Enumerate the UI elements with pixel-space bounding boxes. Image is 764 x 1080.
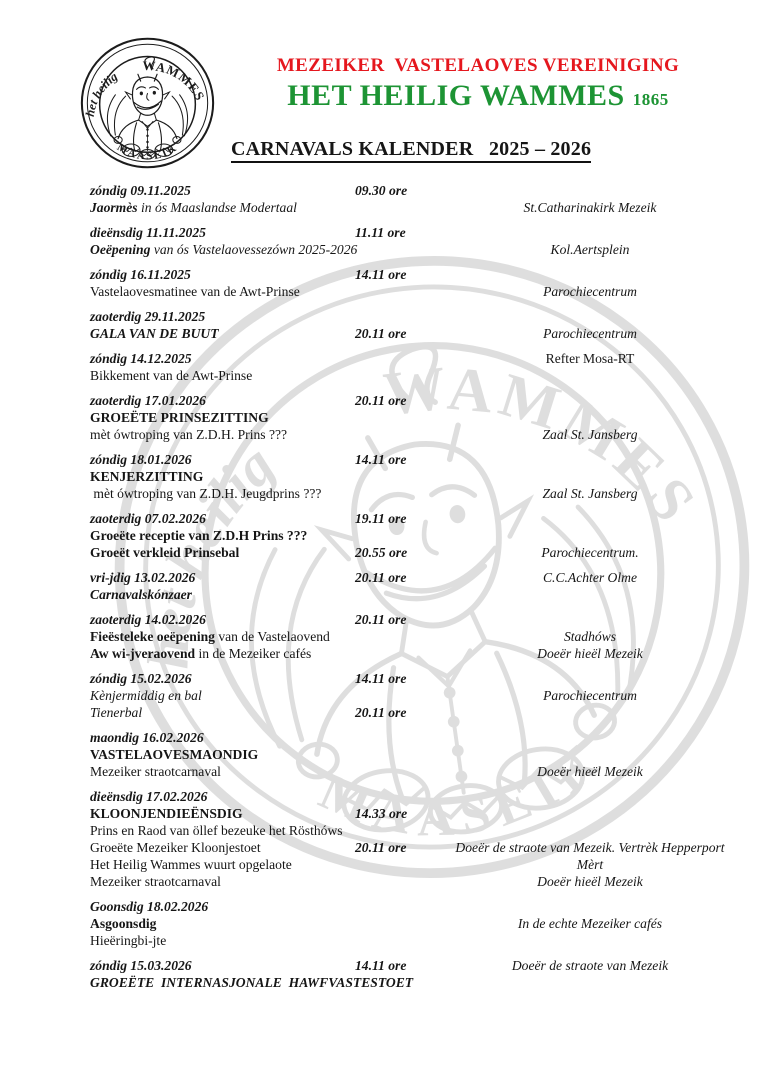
event-row <box>90 241 750 258</box>
event-row <box>90 586 750 603</box>
event-text <box>90 670 355 687</box>
event-time <box>355 687 440 704</box>
event-text <box>90 367 355 384</box>
event-text-segment: GALA VAN DE BUUT <box>90 326 219 341</box>
event-row <box>90 468 750 485</box>
event-text <box>90 224 355 241</box>
event-text <box>90 645 355 662</box>
event-location <box>440 527 740 544</box>
event-text <box>90 729 355 746</box>
event-row <box>90 426 750 443</box>
event-time <box>355 426 440 443</box>
event-text-segment: GROEËTE INTERNASJONALE HAWFVASTESTOET <box>90 975 414 990</box>
event-text <box>90 468 355 485</box>
event-text-segment: zaoterdig 29.11.2025 <box>90 309 206 324</box>
event-text <box>90 898 355 915</box>
event-row <box>90 839 750 856</box>
event-time <box>355 350 440 367</box>
event-block <box>90 788 750 890</box>
event-location-segment: Parochiecentrum <box>543 688 637 703</box>
event-time <box>355 308 440 325</box>
event-text <box>90 788 355 805</box>
event-location-segment: Zaal St. Jansberg <box>542 427 638 442</box>
event-text-segment: vri-jdig 13.02.2026 <box>90 570 196 585</box>
event-location <box>440 392 740 409</box>
event-row <box>90 392 750 409</box>
event-location <box>440 704 740 721</box>
event-row <box>90 510 750 527</box>
event-location <box>440 957 740 974</box>
event-text-segment: Goonsdig 18.02.2026 <box>90 899 209 914</box>
event-location-segment: St.Catharinakirk Mezeik <box>523 200 657 215</box>
event-time: 20.11 ore <box>355 393 407 408</box>
event-text <box>90 266 355 283</box>
event-text-segment: Prins en Raod van öllef bezeuke het Rösthóws <box>90 823 343 838</box>
event-row <box>90 915 750 932</box>
event-row <box>90 704 750 721</box>
event-text-segment: Het Heilig Wammes wuurt opgelaote <box>90 857 292 872</box>
event-text-segment: zóndig 15.02.2026 <box>90 671 192 686</box>
event-row <box>90 932 750 949</box>
event-location <box>440 645 740 662</box>
event-text <box>90 586 355 603</box>
event-text <box>90 569 355 586</box>
event-text <box>90 350 355 367</box>
event-text <box>90 957 355 974</box>
event-time: 14.11 ore <box>355 671 407 686</box>
event-time <box>355 367 440 384</box>
event-location-segment: Kol.Aertsplein <box>550 242 630 257</box>
event-location <box>440 182 740 199</box>
event-location <box>440 485 740 502</box>
event-text-segment: Asgoonsdig <box>90 916 157 931</box>
event-text-segment: Jaormès <box>90 200 138 215</box>
event-row <box>90 822 750 839</box>
event-location <box>440 839 740 856</box>
event-row <box>90 266 750 283</box>
event-text-segment: zaoterdig 14.02.2026 <box>90 612 206 627</box>
event-row <box>90 325 750 342</box>
event-text <box>90 839 355 856</box>
event-location <box>440 805 740 822</box>
event-text <box>90 199 355 216</box>
event-location <box>440 788 740 805</box>
event-row <box>90 527 750 544</box>
event-block <box>90 611 750 662</box>
event-list <box>90 182 750 999</box>
event-text-segment: KENJERZITTING <box>90 469 204 484</box>
event-text <box>90 873 355 890</box>
event-location-segment: In de echte Mezeiker cafés <box>517 916 663 931</box>
event-text-segment: Tienerbal <box>90 705 143 720</box>
event-text <box>90 856 355 873</box>
event-row <box>90 224 750 241</box>
event-time <box>355 283 440 300</box>
event-block <box>90 569 750 603</box>
event-location <box>440 898 740 915</box>
association-logo <box>79 36 216 170</box>
event-text-segment: Groeëte Mezeiker Kloonjestoet <box>90 840 261 855</box>
event-text-segment: Groeëte receptie van Z.D.H Prins ??? <box>90 528 308 543</box>
event-location-segment: Stadhóws <box>563 629 617 644</box>
event-text <box>90 308 355 325</box>
event-location <box>440 199 740 216</box>
event-text <box>90 283 355 300</box>
event-text-segment: dieënsdig 11.11.2025 <box>90 225 206 240</box>
event-time <box>355 645 440 662</box>
event-block <box>90 451 750 502</box>
event-block <box>90 224 750 258</box>
event-time <box>355 241 440 258</box>
event-row <box>90 687 750 704</box>
event-text <box>90 241 358 258</box>
event-row <box>90 957 750 974</box>
event-location <box>440 266 740 283</box>
event-location-segment: Mèrt <box>576 857 604 872</box>
event-row <box>90 409 750 426</box>
event-location-segment: Parochiecentrum. <box>541 545 639 560</box>
event-row <box>90 628 750 645</box>
event-text <box>90 426 355 443</box>
event-time <box>355 485 440 502</box>
event-time <box>355 763 440 780</box>
event-text-segment: Vastelaovesmatinee van de Awt-Prinse <box>90 284 300 299</box>
event-text-segment: Bikkement van de Awt-Prinse <box>90 368 253 383</box>
event-text <box>90 915 355 932</box>
event-row <box>90 544 750 561</box>
event-row <box>90 485 750 502</box>
event-location <box>440 468 740 485</box>
event-location <box>440 586 740 603</box>
event-text <box>90 325 355 342</box>
event-row <box>90 569 750 586</box>
event-location <box>440 283 740 300</box>
event-row <box>90 729 750 746</box>
event-time: 14.11 ore <box>355 267 407 282</box>
event-time <box>355 628 440 645</box>
event-text-segment: zaoterdig 07.02.2026 <box>90 511 206 526</box>
event-location <box>440 670 740 687</box>
event-time <box>355 932 440 949</box>
event-location-segment: Parochiecentrum <box>543 326 637 341</box>
event-location <box>440 763 740 780</box>
event-text-segment: van ós Vastelaovessezówn 2025-2026 <box>150 242 358 257</box>
event-time <box>355 729 440 746</box>
event-text <box>90 451 355 468</box>
event-row <box>90 182 750 199</box>
event-text-segment: in de Mezeiker cafés <box>195 646 312 661</box>
event-location-segment: Refter Mosa-RT <box>545 351 635 366</box>
event-text <box>90 628 355 645</box>
event-block <box>90 898 750 949</box>
event-location <box>440 915 740 932</box>
event-text-segment: zaoterdig 17.01.2026 <box>90 393 206 408</box>
event-text <box>90 611 355 628</box>
event-text <box>90 510 355 527</box>
event-text-segment: maondig 16.02.2026 <box>90 730 204 745</box>
event-text <box>90 544 355 561</box>
event-row <box>90 670 750 687</box>
event-text-segment: dieënsdig 17.02.2026 <box>90 789 208 804</box>
event-text-segment: van de Vastelaovend <box>214 629 330 644</box>
event-text-segment: Aw wi-jveraovend <box>90 646 196 661</box>
event-row <box>90 805 750 822</box>
event-row <box>90 611 750 628</box>
event-text-segment: in ós Maaslandse Modertaal <box>137 200 297 215</box>
event-location <box>440 409 740 426</box>
event-time <box>355 527 440 544</box>
event-text-segment: zóndig 15.03.2026 <box>90 958 192 973</box>
event-text <box>90 805 355 822</box>
event-location <box>440 350 740 367</box>
event-row <box>90 350 750 367</box>
event-text-segment: mèt ówtroping van Z.D.H. Jeugdprins ??? <box>90 486 322 501</box>
event-time <box>355 586 440 603</box>
event-location-segment: Doeër hieël Mezeik <box>537 764 643 779</box>
org-founding-year: 1865 <box>632 90 669 109</box>
event-row <box>90 199 750 216</box>
event-text <box>90 974 414 991</box>
event-time <box>355 409 440 426</box>
event-text <box>90 932 355 949</box>
event-time: 20.55 ore <box>355 545 408 560</box>
event-location <box>440 367 740 384</box>
event-time: 11.11 ore <box>355 225 406 240</box>
event-text <box>90 485 355 502</box>
event-text <box>90 182 355 199</box>
page-title: CARNAVALS KALENDER 2025 – 2026 <box>231 138 591 163</box>
event-time <box>355 746 440 763</box>
event-block <box>90 729 750 780</box>
event-location <box>440 241 740 258</box>
event-block <box>90 266 750 300</box>
event-row <box>90 367 750 384</box>
event-time <box>355 468 440 485</box>
event-text-segment: zóndig 16.11.2025 <box>90 267 191 282</box>
event-text-segment: zóndig 14.12.2025 <box>90 351 192 366</box>
event-text-segment: VASTELAOVESMAONDIG <box>90 747 259 762</box>
event-block <box>90 392 750 443</box>
event-row <box>90 974 750 991</box>
event-text-segment: mèt ówtroping van Z.D.H. Prins ??? <box>90 427 288 442</box>
event-location-segment: Doeër de straote van Mezeik <box>511 958 669 973</box>
org-name-text: HET HEILIG WAMMES <box>287 79 625 112</box>
event-time: 20.11 ore <box>355 705 407 720</box>
event-location <box>440 932 740 949</box>
event-text-segment: Carnavalskónzaer <box>90 587 192 602</box>
event-location-segment: Zaal St. Jansberg <box>542 486 638 501</box>
event-text-segment: Groeët verkleid Prinsebal <box>90 545 240 560</box>
event-row <box>90 763 750 780</box>
event-location <box>440 544 740 561</box>
event-time <box>355 856 440 873</box>
event-location <box>440 687 740 704</box>
org-name-line1: MEZEIKER VASTELAOVES VEREINIGING <box>276 55 680 76</box>
event-block <box>90 308 750 342</box>
event-block <box>90 182 750 216</box>
event-time: 20.11 ore <box>355 570 407 585</box>
event-text <box>90 687 355 704</box>
event-block <box>90 957 750 991</box>
event-text <box>90 392 355 409</box>
event-location-segment: Doeër de straote van Mezeik. Vertrèk Hepperport <box>455 840 725 855</box>
event-location <box>440 729 740 746</box>
event-row <box>90 645 750 662</box>
event-text-segment: zóndig 09.11.2025 <box>90 183 191 198</box>
event-text <box>90 746 355 763</box>
event-time: 14.11 ore <box>355 452 407 467</box>
event-row <box>90 283 750 300</box>
event-time <box>355 915 440 932</box>
event-location <box>440 308 740 325</box>
title-row <box>231 137 591 161</box>
event-location <box>440 451 740 468</box>
event-location <box>440 569 740 586</box>
event-time: 20.11 ore <box>355 612 407 627</box>
event-location <box>440 628 740 645</box>
header <box>222 54 734 117</box>
event-location <box>440 974 740 991</box>
event-location <box>440 426 740 443</box>
event-row <box>90 873 750 890</box>
event-time: 20.11 ore <box>355 326 407 341</box>
event-text-segment: Mezeiker straotcarnaval <box>90 874 221 889</box>
event-text-segment: zóndig 18.01.2026 <box>90 452 192 467</box>
event-text <box>90 409 355 426</box>
event-location <box>440 822 740 839</box>
event-row <box>90 451 750 468</box>
event-text <box>90 704 355 721</box>
event-location-segment: Doeër hieël Mezeik <box>537 646 643 661</box>
event-row <box>90 898 750 915</box>
event-location <box>440 325 740 342</box>
event-text <box>90 527 355 544</box>
event-location-segment: Parochiecentrum <box>543 284 637 299</box>
event-location <box>440 746 740 763</box>
event-time: 14.11 ore <box>355 958 407 973</box>
event-text <box>90 763 355 780</box>
event-text-segment: Kènjermiddig en bal <box>90 688 202 703</box>
event-text-segment: Fieësteleke oeëpening <box>90 629 215 644</box>
event-text-segment: Oeëpening <box>90 242 151 257</box>
event-location <box>440 510 740 527</box>
event-time: 19.11 ore <box>355 511 407 526</box>
event-location <box>440 224 740 241</box>
event-text <box>90 822 355 839</box>
event-time <box>355 822 440 839</box>
event-time <box>355 199 440 216</box>
event-text-segment: Hieëringbi-jte <box>90 933 167 948</box>
event-time <box>355 873 440 890</box>
event-row <box>90 856 750 873</box>
event-row <box>90 746 750 763</box>
event-text-segment: KLOONJENDIEËNSDIG <box>90 806 243 821</box>
event-time: 14.33 ore <box>355 806 408 821</box>
org-name-line2 <box>222 79 734 117</box>
event-time: 20.11 ore <box>355 840 407 855</box>
event-time <box>355 974 440 991</box>
event-location <box>440 611 740 628</box>
event-location-segment: C.C.Achter Olme <box>542 570 637 585</box>
event-location-segment: Doeër hieël Mezeik <box>537 874 643 889</box>
event-location <box>440 856 740 873</box>
event-block <box>90 350 750 384</box>
event-row <box>90 308 750 325</box>
event-text-segment: GROEËTE PRINSEZITTING <box>90 410 269 425</box>
event-time: 09.30 ore <box>355 183 408 198</box>
event-row <box>90 788 750 805</box>
event-time <box>355 788 440 805</box>
event-text-segment: Mezeiker straotcarnaval <box>90 764 221 779</box>
event-block <box>90 510 750 561</box>
event-location <box>440 873 740 890</box>
event-block <box>90 670 750 721</box>
event-time <box>355 898 440 915</box>
